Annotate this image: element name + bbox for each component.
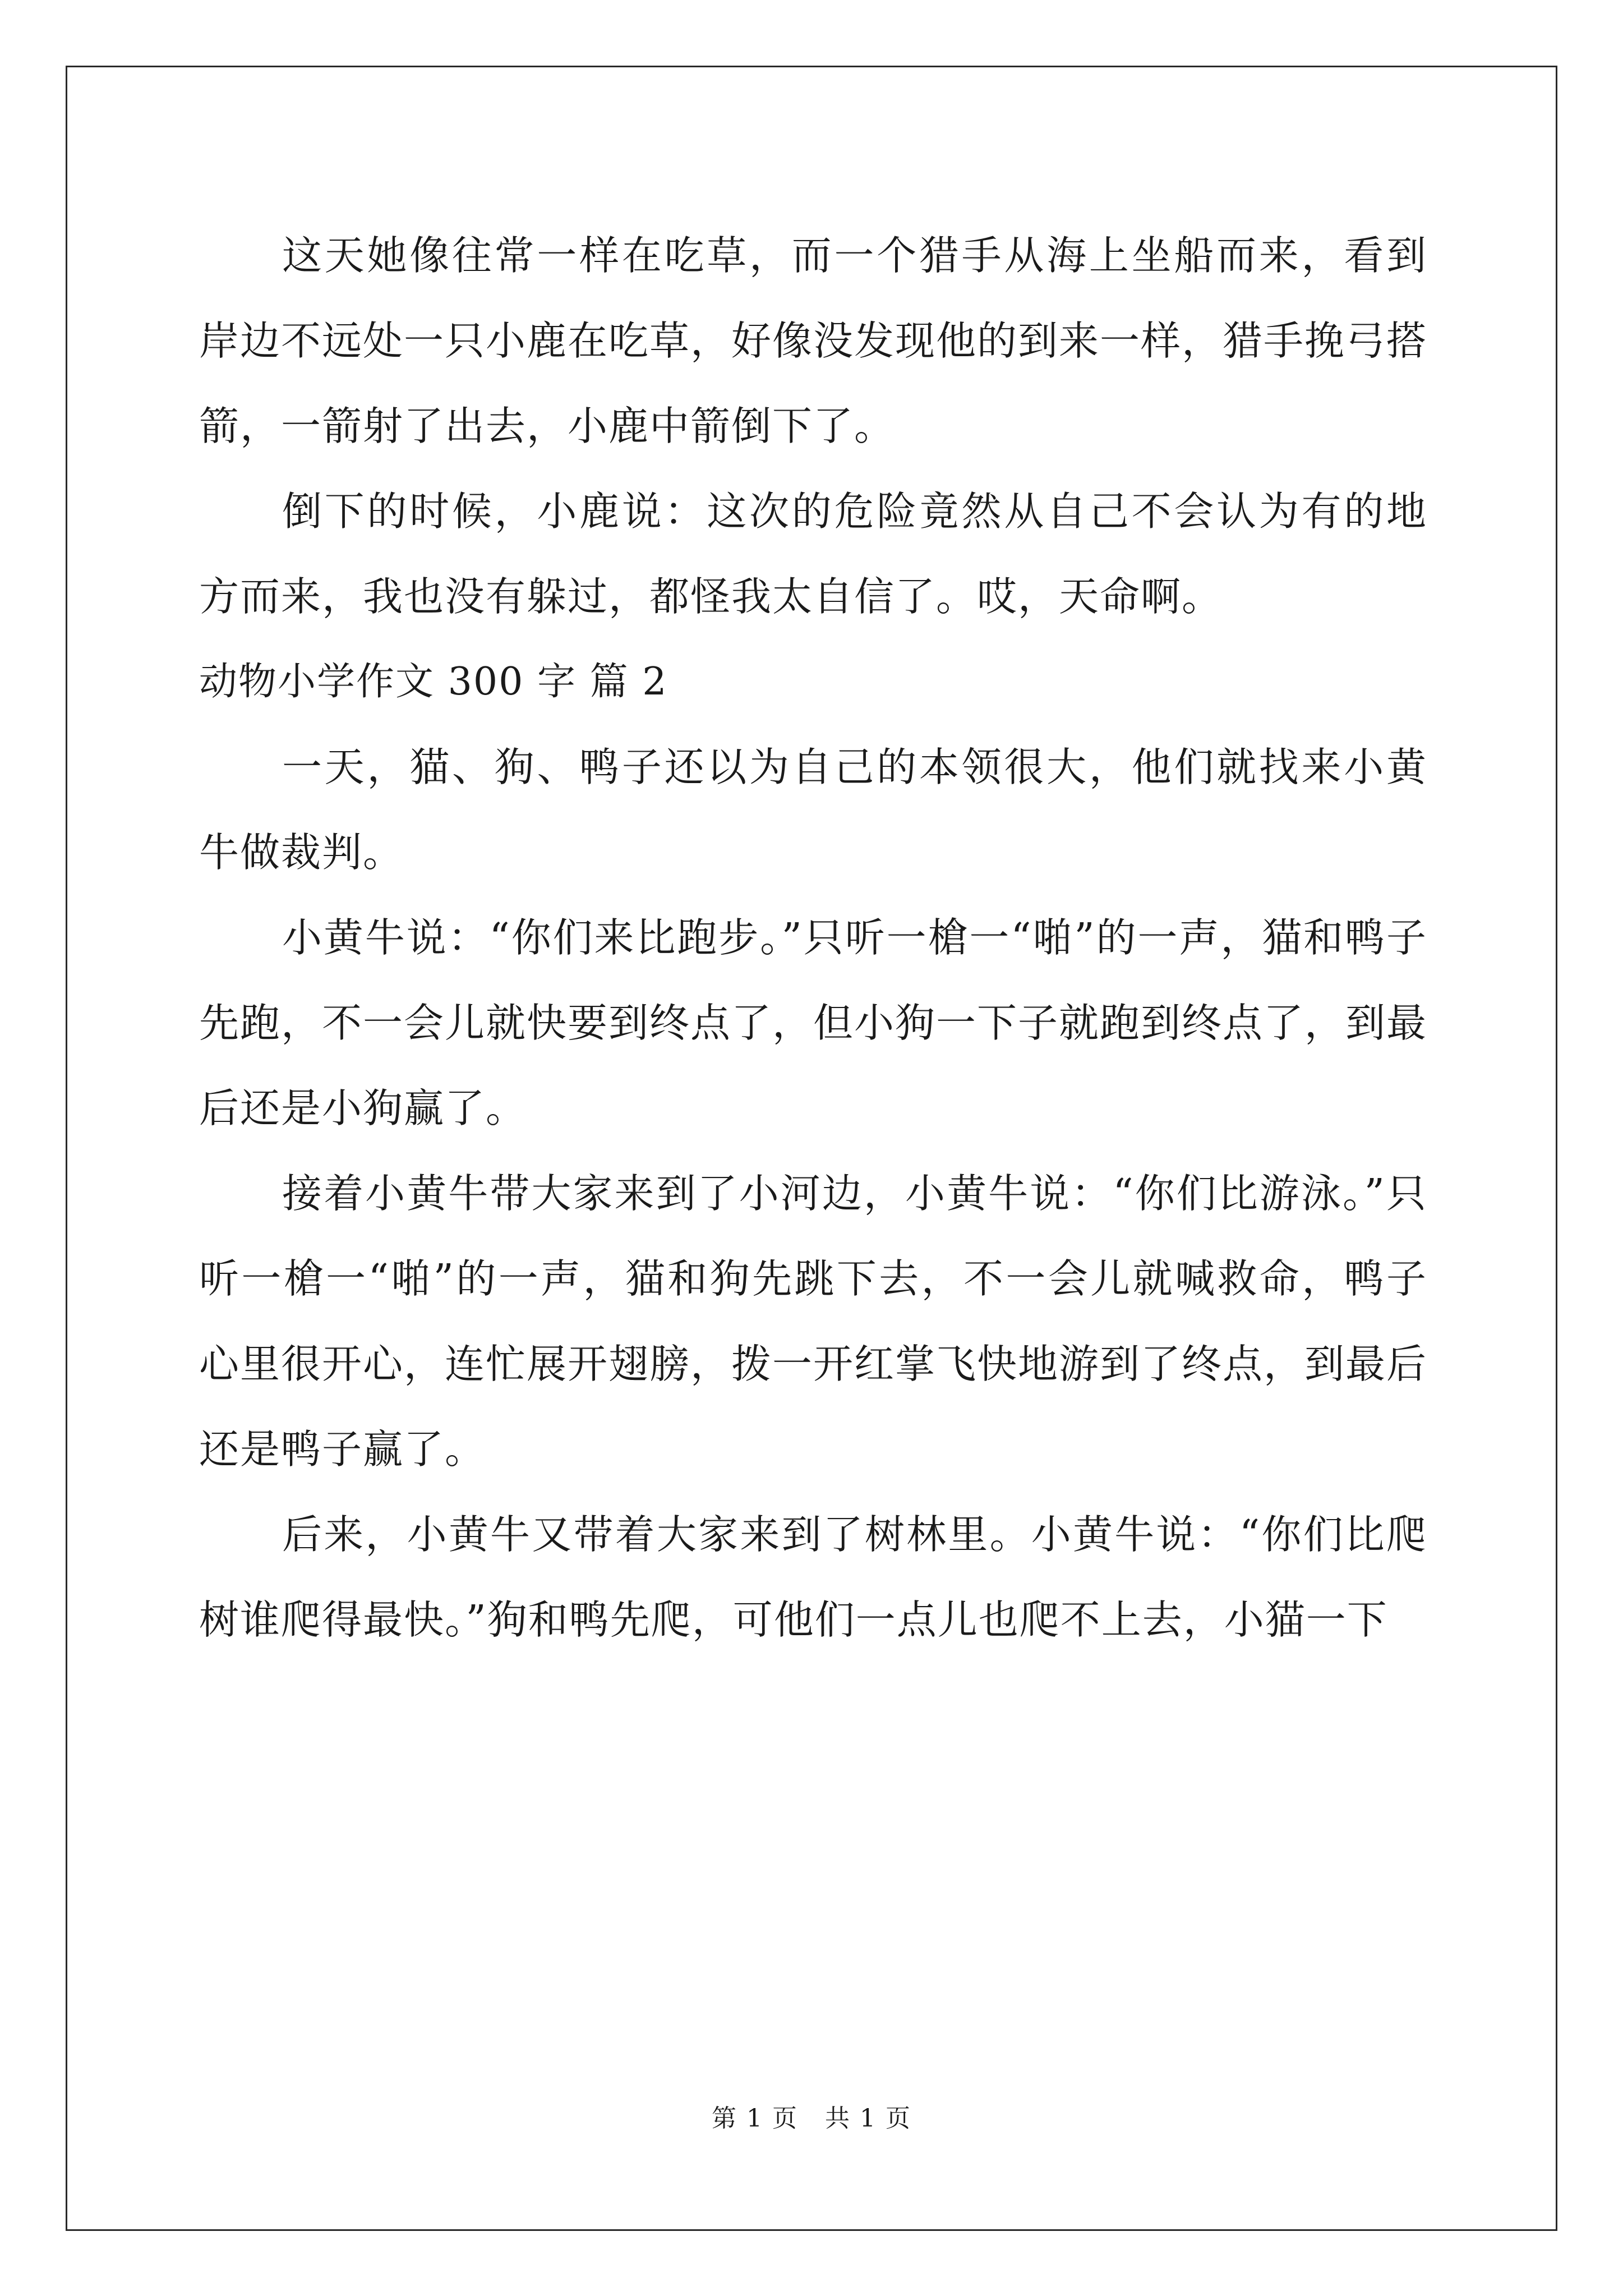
paragraph: 这天她像往常一样在吃草，而一个猎手从海上坐船而来，看到岸边不远处一只小鹿在吃草，好像没发现他的到来一样，猎手挽弓搭箭，一箭射了出去，小鹿中箭倒下了。 bbox=[199, 232, 1428, 449]
paragraph: 后来，小黄牛又带着大家来到了树林里。小黄牛说：“你们比爬树谁爬得最快。”狗和鸭先爬，可他们一点儿也爬不上去，小猫一下 bbox=[199, 1511, 1427, 1643]
section-heading: 动物小学作文 300 字 篇 2 bbox=[199, 660, 668, 704]
page-footer bbox=[0, 2098, 1623, 2134]
paragraph: 一天，猫、狗、鸭子还以为自己的本领很大，他们就找来小黄牛做裁判。 bbox=[199, 744, 1427, 876]
page-number-current: 第 1 页 bbox=[712, 2104, 798, 2133]
paragraph: 小黄牛说：“你们来比跑步。”只听一槍一“啪”的一声，猫和鸭子先跑，不一会儿就快要到终点了，但小狗一下子就跑到终点了，到最后还是小狗赢了。 bbox=[199, 914, 1428, 1131]
document-body bbox=[199, 213, 1427, 1663]
paragraph: 倒下的时候，小鹿说：这次的危险竟然从自己不会认为有的地方而来，我也没有躲过，都怪我太自信了。哎，天命啊。 bbox=[199, 488, 1427, 620]
paragraph: 接着小黄牛带大家来到了小河边，小黄牛说：“你们比游泳。”只听一槍一“啪”的一声，猫和狗先跳下去，不一会儿就喊救命，鸭子心里很开心，连忙展开翅膀，拨一开红掌飞快地游到了终点，到最后还是鸭子赢了。 bbox=[199, 1170, 1428, 1473]
page-number-total: 共 1 页 bbox=[825, 2104, 911, 2133]
